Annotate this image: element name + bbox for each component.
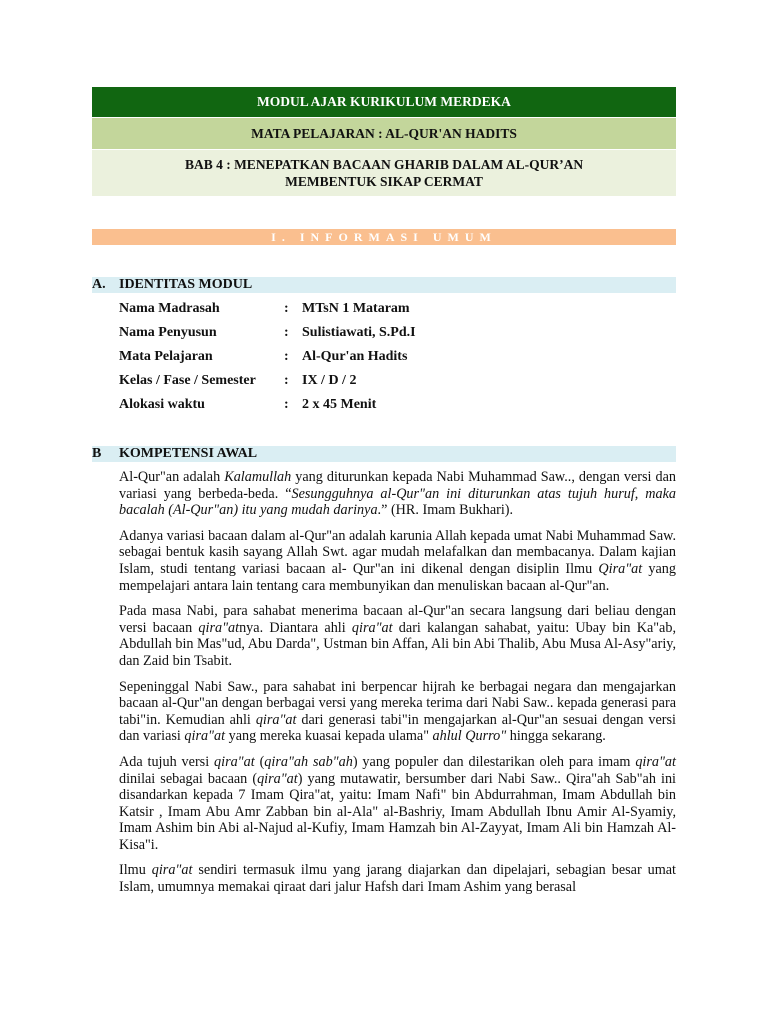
identity-value: MTsN 1 Mataram [302,301,410,316]
text-run: hingga sekarang. [506,728,606,745]
paragraph [119,862,676,895]
paragraph [119,469,676,519]
subheading-title: KOMPETENSI AWAL [119,446,258,461]
identity-key: Nama Madrasah [119,301,220,316]
subject-row: MATA PELAJARAN : AL-QUR'AN HADITS [92,117,676,149]
text-run: ) yang mutawatir, bersumber dari Nabi Saw.. Qira"ah Sab"ah ini disandarkan kepada 7 Imam Qira"at, yaitu: Imam Nafi" bin Abdurrahman, Imam Abdullah bin Katsir , Imam Abu Amr Zabban bin al-Ala" al-Bashriy, Imam Abdullah Ibnu Amir Al-Syamiy, Imam Ashim bin Abi al-Najud al-Kufiy, Imam Hamzah bin Al-Zayyat, Imam Ali bin Hamzah Al-Kisa"i. [119,770,676,853]
italic-term: qira"at [257,770,298,787]
identity-value: 2 x 45 Menit [302,397,377,412]
italic-term: qira"at [214,753,255,770]
text-run: yang mempelajari antara lain tentang cara membunyikan dan menuliskan bacaan al-Qur"an. [119,560,676,594]
identity-separator: : [284,301,289,316]
identity-key: Nama Penyusun [119,325,217,340]
italic-term: Kalamullah [224,469,292,485]
subheading-letter: B [92,446,102,461]
italic-term: qira"at [635,753,676,770]
text-run: .” (HR. Imam Bukhari). [377,502,514,519]
identity-separator: : [284,373,289,388]
paragraph [119,679,676,745]
subheading-identitas-modul [92,277,676,293]
text-run: dari kalangan sahabat, yaitu: Ubay bin Ka"ab, Abdullah bin Mas"ud, Abu Darda", Ustman bin Affan, Ali bin Abi Thalib, Abu Musa Al-Asy"ariy, dan Zaid bin Tsabit. [119,619,676,669]
text-run: sendiri termasuk ilmu yang jarang diajarkan dan dipelajari, sebagian besar umat Islam, umumnya memakai qiraat dari jalur Hafsh dari Imam Ashim yang berasal [119,862,676,896]
module-title-row: MODUL AJAR KURIKULUM MERDEKA [92,87,676,117]
identity-value: IX / D / 2 [302,373,357,388]
identity-separator: : [284,325,289,340]
text-run: Ada tujuh versi [119,753,215,770]
paragraph [119,603,676,669]
paragraph [119,754,676,854]
identity-value: Sulistiawati, S.Pd.I [302,325,416,340]
chapter-row [92,149,676,196]
italic-term: qira"at [184,728,226,745]
italic-term: qira"at [151,862,193,879]
identity-key: Kelas / Fase / Semester [119,373,256,388]
chapter-title-line1: BAB 4 : MENEPATKAN BACAAN GHARIB DALAM AL-QUR’AN [184,157,584,172]
italic-quote: Sesungguhnya al-Qur"an ini diturunkan atas tujuh huruf, maka bacalah (Al-Qur"an) itu yang mudah darinya [119,485,676,519]
italic-term: qira"ah sab"ah [264,753,353,770]
text-run: Ilmu [119,862,152,879]
text-run: dari generasi tabi"in mengajarkan al-Qur"an sesuai dengan versi dan variasi [119,711,676,745]
identity-separator: : [284,397,289,412]
section-heading-informasi-umum: I. INFORMASI UMUM [92,229,676,245]
italic-term: qira"at [198,619,240,636]
text-run: yang mereka kuasai kepada ulama" [225,728,433,745]
identity-value: Al-Qur'an Hadits [302,349,408,364]
text-run: yang diturunkan kepada Nabi Muhammad Saw.., dengan versi dan variasi yang berbeda-beda. “ [119,469,676,502]
paragraph [119,528,676,594]
kompetensi-body [119,469,676,905]
subheading-letter: A. [92,277,106,292]
text-run: dinilai sebagai bacaan ( [119,770,258,787]
text-run: Adanya variasi bacaan dalam al-Qur"an adalah karunia Allah kepada umat Nabi Muhammad Saw. sebagai bentuk kasih sayang Allah Swt. agar mudah melafalkan dan membacanya. Dalam kajian Islam, studi tentang variasi bacaan al- Qur"an ini dikenal dengan disiplin Ilmu [119,527,676,577]
italic-term: Qira"at [598,560,643,577]
chapter-title-line2: MEMBENTUK SIKAP CERMAT [285,174,483,189]
identity-key: Mata Pelajaran [119,349,213,364]
text-run: Sepeninggal Nabi Saw., para sahabat ini berpencar hijrah ke berbagai negara dan mengajarkan bacaan al-Qur"an dengan berbagai versi yang mereka terima dari Nabi Saw.. kepada generasi para tabi"in. Kemudian ahli [119,678,676,728]
italic-term: qira"at [255,711,297,728]
identity-key: Alokasi waktu [119,397,205,412]
text-run: Pada masa Nabi, para sahabat menerima bacaan al-Qur"an secara langsung dari beliau dengan versi bacaan [119,603,676,636]
text-run: ( [254,753,265,770]
text-run: ) yang populer dan dilestarikan oleh para imam [352,753,636,770]
italic-term: ahlul Qurro" [432,728,507,745]
module-header-table [92,87,676,196]
italic-term: qira"at [351,619,393,636]
text-run: Al-Qur"an adalah [119,469,225,485]
text-run: nya. Diantara ahli [239,619,352,636]
subheading-title: IDENTITAS MODUL [119,277,253,292]
subheading-kompetensi-awal [92,446,676,462]
identity-separator: : [284,349,289,364]
